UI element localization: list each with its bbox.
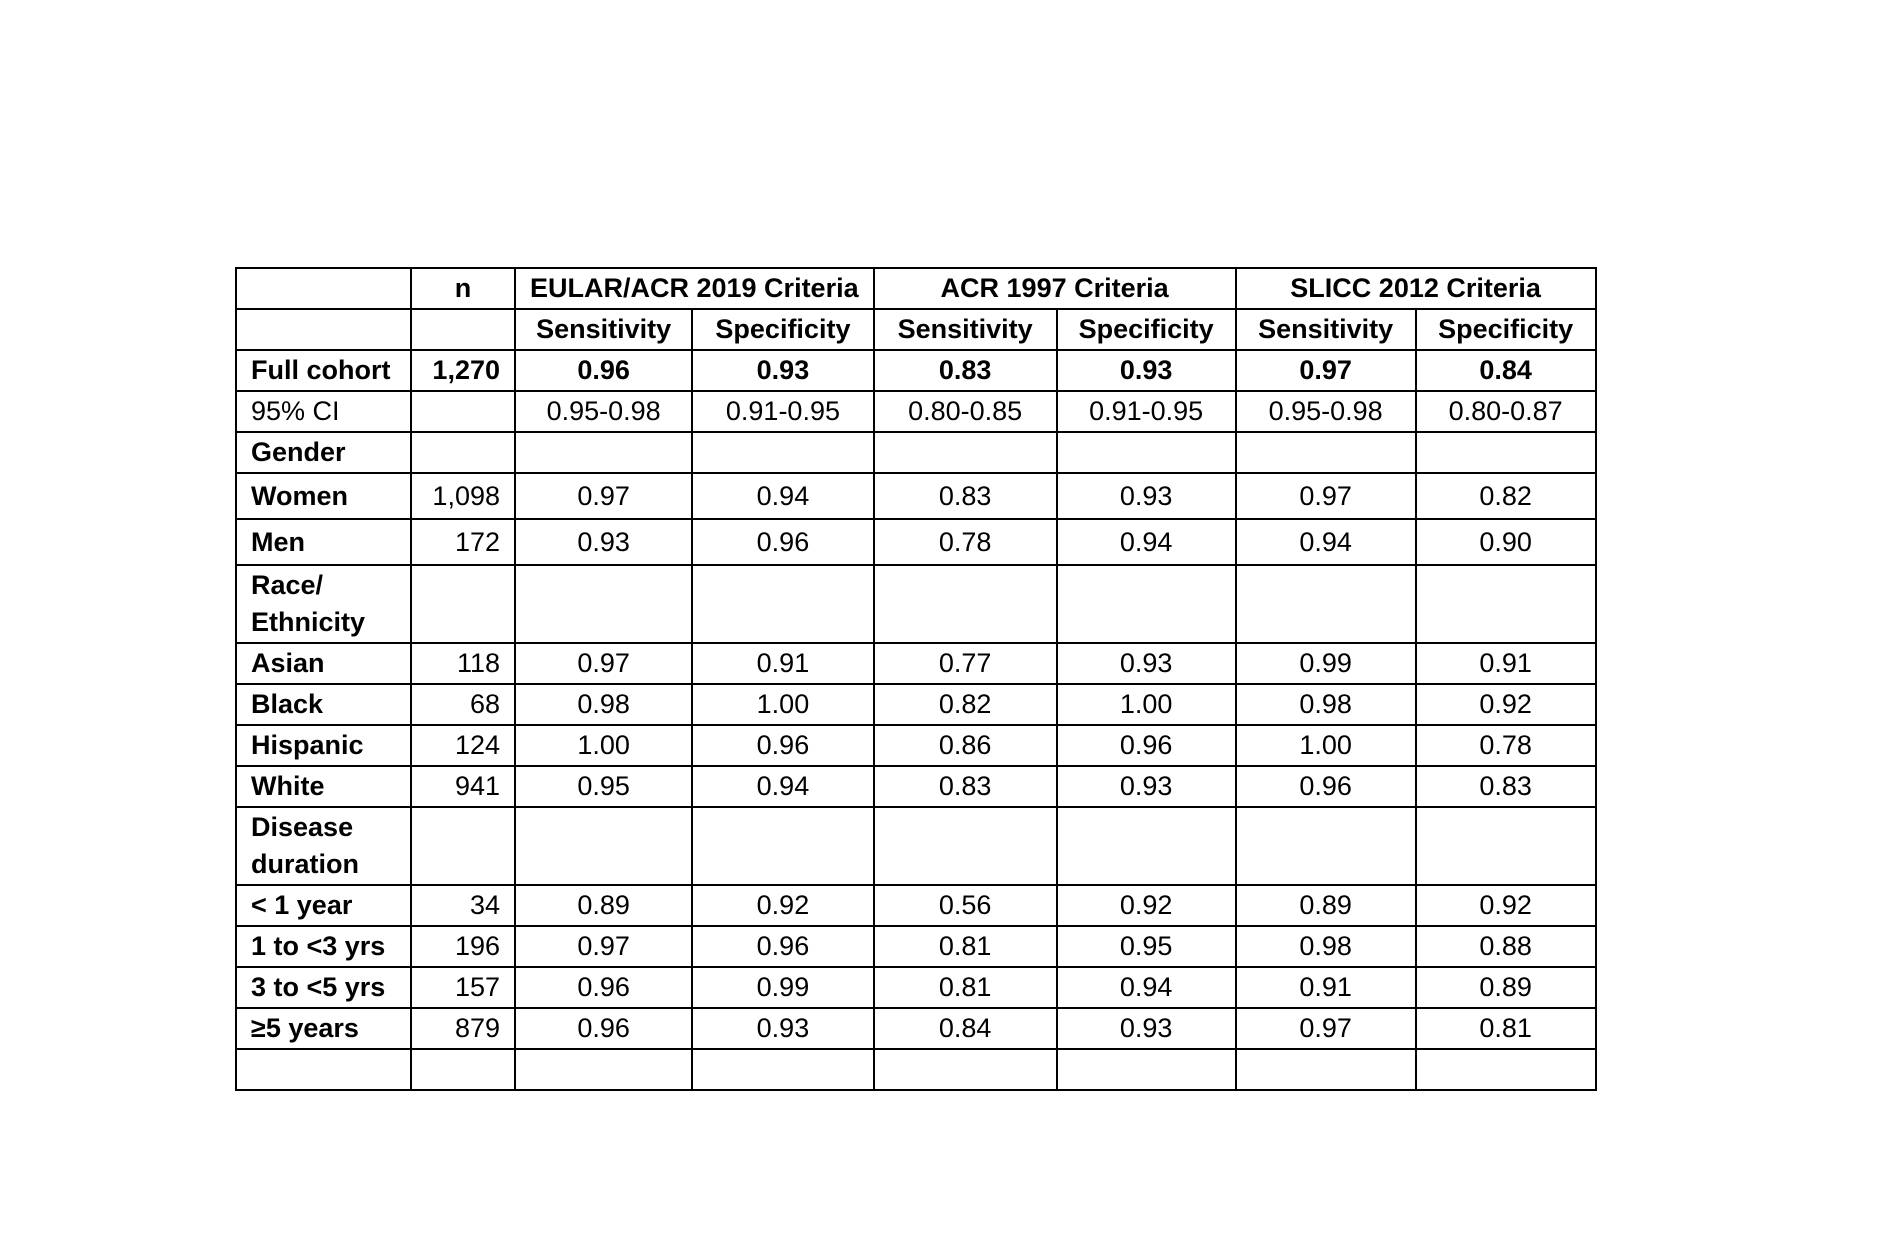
header-sensitivity: Sensitivity [874,309,1057,350]
row-label: Black [236,684,411,725]
header-acr-1997: ACR 1997 Criteria [874,268,1236,309]
row-label: 95% CI [236,391,411,432]
eular-sensitivity: 0.96 [515,967,692,1008]
row-label: Hispanic [236,725,411,766]
eular-sensitivity: 0.89 [515,885,692,926]
eular-specificity: 0.96 [692,926,873,967]
acr-specificity: 1.00 [1057,684,1236,725]
eular-sensitivity: 0.96 [515,350,692,391]
results-table-container [235,267,1597,1091]
section-label: Gender [236,432,411,473]
empty-cell [1416,432,1596,473]
empty-cell [874,1049,1057,1090]
acr-specificity: 0.93 [1057,1008,1236,1049]
n-value [411,391,515,432]
table-row [236,684,1596,725]
acr-sensitivity: 0.81 [874,926,1057,967]
section-label: Disease duration [236,807,411,885]
empty-cell [874,432,1057,473]
acr-specificity: 0.95 [1057,926,1236,967]
empty-cell [411,565,515,643]
empty-cell [1057,1049,1236,1090]
eular-specificity: 0.94 [692,766,873,807]
header-empty-cell [236,309,411,350]
section-header-row [236,432,1596,473]
empty-cell [515,1049,692,1090]
header-sensitivity: Sensitivity [515,309,692,350]
table-row [236,519,1596,565]
table-body [236,268,1596,1090]
acr-specificity: 0.94 [1057,967,1236,1008]
slicc-sensitivity: 0.89 [1236,885,1416,926]
acr-specificity: 0.93 [1057,473,1236,519]
eular-specificity: 0.92 [692,885,873,926]
row-label: White [236,766,411,807]
eular-specificity: 0.93 [692,1008,873,1049]
acr-sensitivity: 0.78 [874,519,1057,565]
slicc-specificity: 0.89 [1416,967,1596,1008]
slicc-sensitivity: 0.91 [1236,967,1416,1008]
empty-cell [1416,565,1596,643]
empty-cell [411,1049,515,1090]
eular-specificity: 0.93 [692,350,873,391]
table-row [236,967,1596,1008]
header-empty-cell [411,309,515,350]
row-label: Women [236,473,411,519]
n-value: 34 [411,885,515,926]
empty-cell [874,807,1057,885]
table-row [236,766,1596,807]
n-value: 172 [411,519,515,565]
acr-sensitivity: 0.82 [874,684,1057,725]
slicc-sensitivity: 0.95-0.98 [1236,391,1416,432]
acr-specificity: 0.93 [1057,350,1236,391]
acr-sensitivity: 0.83 [874,766,1057,807]
eular-sensitivity: 0.97 [515,473,692,519]
empty-cell [692,1049,873,1090]
header-specificity: Specificity [1057,309,1236,350]
results-table [235,267,1597,1091]
slicc-sensitivity: 0.98 [1236,926,1416,967]
acr-specificity: 0.91-0.95 [1057,391,1236,432]
eular-sensitivity: 0.95 [515,766,692,807]
confidence-interval-row [236,391,1596,432]
acr-specificity: 0.93 [1057,643,1236,684]
slicc-specificity: 0.84 [1416,350,1596,391]
table-row [236,350,1596,391]
slicc-specificity: 0.88 [1416,926,1596,967]
n-value: 124 [411,725,515,766]
empty-cell [515,807,692,885]
n-value: 879 [411,1008,515,1049]
acr-specificity: 0.92 [1057,885,1236,926]
eular-sensitivity: 0.97 [515,926,692,967]
header-n: n [411,268,515,309]
empty-cell [411,432,515,473]
slicc-sensitivity: 0.97 [1236,473,1416,519]
slicc-specificity: 0.78 [1416,725,1596,766]
header-specificity: Specificity [1416,309,1596,350]
empty-cell [1057,565,1236,643]
header-sensitivity: Sensitivity [1236,309,1416,350]
table-row [236,926,1596,967]
empty-cell [874,565,1057,643]
section-header-row [236,807,1596,885]
empty-cell [1236,565,1416,643]
n-value: 941 [411,766,515,807]
header-eular-acr-2019: EULAR/ACR 2019 Criteria [515,268,874,309]
row-label: Full cohort [236,350,411,391]
row-label: Asian [236,643,411,684]
empty-cell [692,565,873,643]
acr-sensitivity: 0.81 [874,967,1057,1008]
eular-sensitivity: 0.95-0.98 [515,391,692,432]
table-row [236,725,1596,766]
slicc-specificity: 0.81 [1416,1008,1596,1049]
header-row-groups [236,268,1596,309]
eular-sensitivity: 1.00 [515,725,692,766]
slicc-sensitivity: 0.97 [1236,350,1416,391]
n-value: 68 [411,684,515,725]
empty-cell [1236,807,1416,885]
row-label: ≥5 years [236,1008,411,1049]
eular-specificity: 0.99 [692,967,873,1008]
slicc-specificity: 0.92 [1416,885,1596,926]
table-row [236,885,1596,926]
acr-sensitivity: 0.83 [874,473,1057,519]
row-label: 3 to <5 yrs [236,967,411,1008]
acr-specificity: 0.93 [1057,766,1236,807]
empty-cell [692,807,873,885]
header-specificity: Specificity [692,309,873,350]
header-row-metrics [236,309,1596,350]
acr-sensitivity: 0.80-0.85 [874,391,1057,432]
header-slicc-2012: SLICC 2012 Criteria [1236,268,1596,309]
acr-sensitivity: 0.84 [874,1008,1057,1049]
header-empty-cell [236,268,411,309]
empty-cell [1057,807,1236,885]
slicc-specificity: 0.90 [1416,519,1596,565]
n-value: 118 [411,643,515,684]
n-value: 157 [411,967,515,1008]
acr-sensitivity: 0.86 [874,725,1057,766]
slicc-sensitivity: 0.94 [1236,519,1416,565]
empty-cell [236,1049,411,1090]
n-value: 1,270 [411,350,515,391]
eular-specificity: 0.91 [692,643,873,684]
eular-sensitivity: 0.93 [515,519,692,565]
empty-cell [1236,432,1416,473]
slicc-sensitivity: 0.96 [1236,766,1416,807]
slicc-sensitivity: 0.97 [1236,1008,1416,1049]
eular-sensitivity: 0.97 [515,643,692,684]
empty-row [236,1049,1596,1090]
slicc-specificity: 0.83 [1416,766,1596,807]
table-row [236,643,1596,684]
eular-specificity: 0.96 [692,725,873,766]
empty-cell [515,565,692,643]
acr-sensitivity: 0.77 [874,643,1057,684]
acr-specificity: 0.96 [1057,725,1236,766]
row-label: < 1 year [236,885,411,926]
slicc-specificity: 0.80-0.87 [1416,391,1596,432]
slicc-specificity: 0.91 [1416,643,1596,684]
row-label: 1 to <3 yrs [236,926,411,967]
table-row [236,1008,1596,1049]
n-value: 196 [411,926,515,967]
empty-cell [1057,432,1236,473]
eular-sensitivity: 0.96 [515,1008,692,1049]
slicc-sensitivity: 1.00 [1236,725,1416,766]
empty-cell [1236,1049,1416,1090]
acr-specificity: 0.94 [1057,519,1236,565]
section-label: Race/ Ethnicity [236,565,411,643]
eular-specificity: 0.91-0.95 [692,391,873,432]
slicc-sensitivity: 0.98 [1236,684,1416,725]
empty-cell [1416,1049,1596,1090]
slicc-specificity: 0.82 [1416,473,1596,519]
eular-sensitivity: 0.98 [515,684,692,725]
slicc-sensitivity: 0.99 [1236,643,1416,684]
acr-sensitivity: 0.83 [874,350,1057,391]
eular-specificity: 1.00 [692,684,873,725]
table-row [236,473,1596,519]
n-value: 1,098 [411,473,515,519]
eular-specificity: 0.94 [692,473,873,519]
empty-cell [1416,807,1596,885]
acr-sensitivity: 0.56 [874,885,1057,926]
row-label: Men [236,519,411,565]
empty-cell [411,807,515,885]
eular-specificity: 0.96 [692,519,873,565]
slicc-specificity: 0.92 [1416,684,1596,725]
section-header-row [236,565,1596,643]
empty-cell [515,432,692,473]
empty-cell [692,432,873,473]
